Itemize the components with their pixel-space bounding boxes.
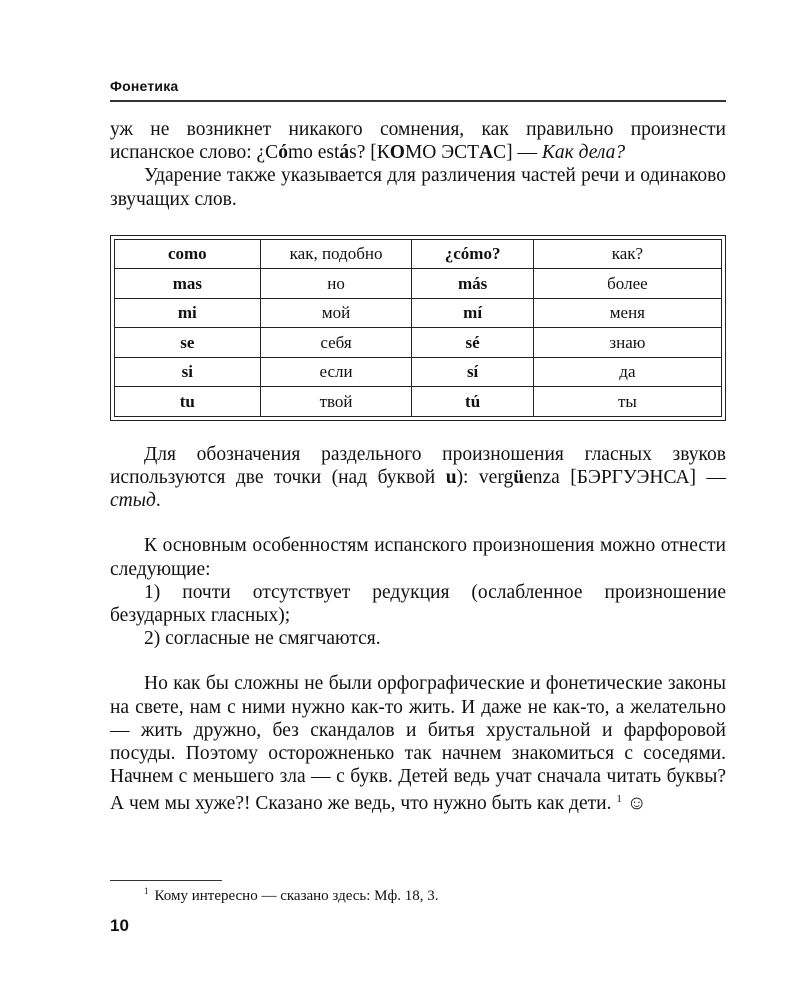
stress-table (110, 235, 726, 421)
word-cell: tu (115, 387, 261, 417)
word-cell: mas (115, 269, 261, 299)
paragraph-features-intro: К основным особенностям испанского произношения можно отнести следующие: (110, 535, 726, 580)
accented-translation-cell: как? (533, 239, 721, 269)
accented-word-cell: ¿cómo? (412, 239, 533, 269)
footnote-reference: 1 (616, 793, 622, 806)
table-row (115, 239, 722, 269)
table-row (115, 328, 722, 358)
running-header: Фонетика (110, 78, 179, 94)
paragraph-continuation: уж не возникнет никакого сомнения, как правильно произнести испанское слово: ¿Cómo estás? [КОМО ЭСТАС] — Как дела? (110, 119, 726, 164)
header-rule (110, 100, 726, 102)
accented-translation-cell: более (533, 269, 721, 299)
accented-translation-cell: ты (533, 387, 721, 417)
book-page (110, 0, 726, 1000)
table-row (115, 357, 722, 387)
translation-cell: мой (260, 298, 412, 328)
accented-word-cell: sí (412, 357, 533, 387)
accented-word-cell: más (412, 269, 533, 299)
table-row (115, 269, 722, 299)
accented-word-cell: tú (412, 387, 533, 417)
table-row (115, 298, 722, 328)
page-number: 10 (110, 916, 129, 935)
paragraph-spacer (110, 650, 726, 672)
paragraph-stress-intro: Ударение также указывается для различения частей речи и одинаково звучащих слов. (110, 165, 726, 210)
translation-cell: если (260, 357, 412, 387)
translation-cell: но (260, 269, 412, 299)
translation-cell: себя (260, 328, 412, 358)
translation-cell: твой (260, 387, 412, 417)
accented-translation-cell: знаю (533, 328, 721, 358)
accented-translation-cell: да (533, 357, 721, 387)
main-text (110, 118, 726, 816)
accented-word-cell: sé (412, 328, 533, 358)
smiley-icon: ☺ (626, 793, 647, 815)
accented-word-cell: mí (412, 298, 533, 328)
footnote-rule (110, 880, 222, 881)
translation-cell: как, подобно (260, 239, 412, 269)
word-cell: como (115, 239, 261, 269)
paragraph-neighbors: Но как бы сложны не были орфографические и фонетические законы на свете, нам с ними нужно как-то жить. И даже не как-то, а желательно — жить дружно, без скандалов и битья хрустальной и фарфоровой посуды. Поэтому осторожненько так начнем знакомиться с соседями. Начнем с меньшего зла — с букв. Детей ведь учат сначала читать буквы? А чем мы хуже?! Сказано же ведь, что нужно быть как дети. $^1$ ☺ (110, 673, 726, 815)
word-cell: mi (115, 298, 261, 328)
footnote-mark: 1 (144, 886, 149, 896)
footnote (144, 886, 438, 905)
paragraph-diaeresis: Для обозначения раздельного произношения гласных звуков используются две точки (над буквой u): vergüenza [БЭРГУЭНСА] — стыд. (110, 443, 727, 512)
table-row (115, 387, 722, 417)
footnote-text: Кому интересно — сказано здесь: Мф. 18, 3. (154, 888, 439, 904)
list-item-consonants: 2) согласные не смягчаются. (144, 628, 381, 650)
word-cell: si (115, 357, 261, 387)
paragraph-spacer (110, 512, 726, 534)
accented-translation-cell: меня (533, 298, 721, 328)
word-cell: se (115, 328, 261, 358)
list-item-reduction: 1) почти отсутствует редукция (ослабленное произношение безударных гласных); (110, 581, 726, 627)
